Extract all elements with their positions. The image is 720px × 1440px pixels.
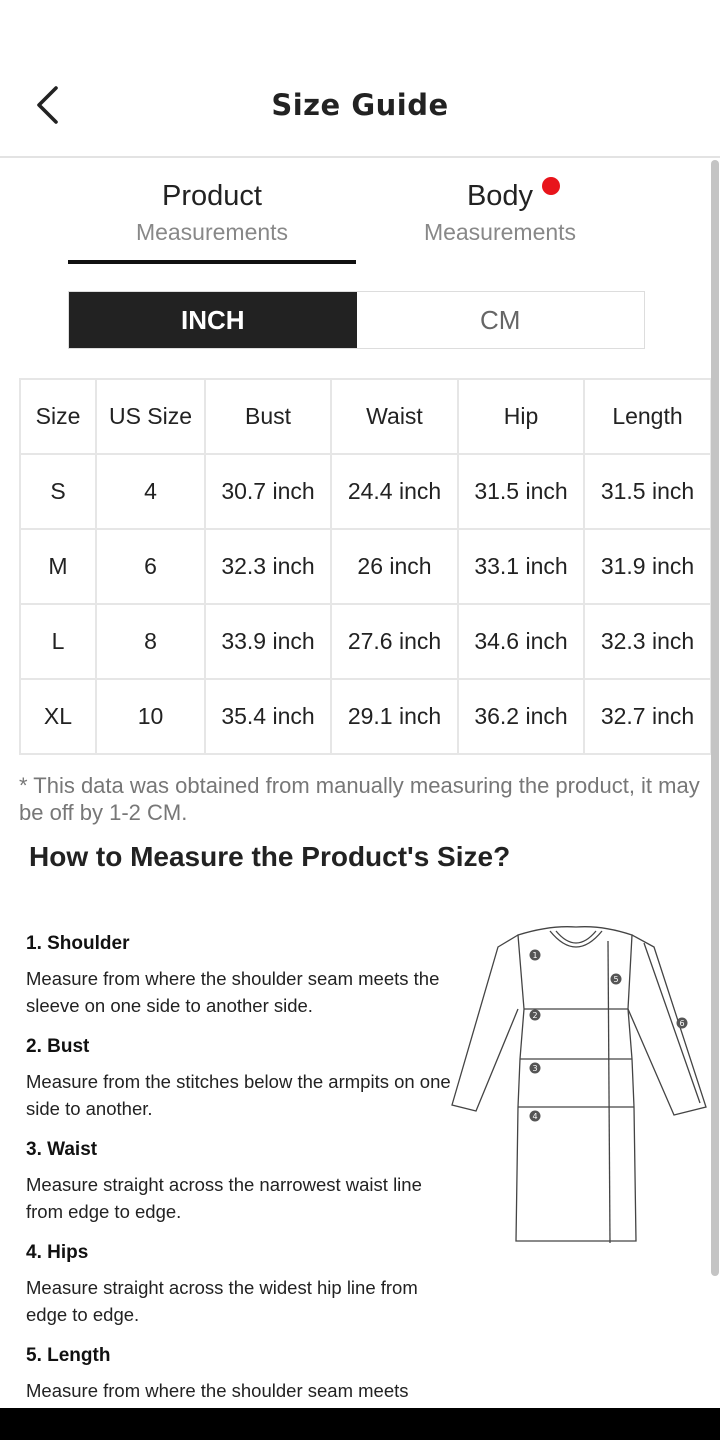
step-heading: 4. Hips xyxy=(26,1242,89,1263)
table-cell: 32.3 inch xyxy=(205,529,331,604)
column-header-waist: Waist xyxy=(331,379,458,454)
measurement-tabs xyxy=(68,176,645,264)
table-cell: M xyxy=(20,529,96,604)
column-header-bust: Bust xyxy=(205,379,331,454)
table-cell: 33.9 inch xyxy=(205,604,331,679)
tab-sublabel: Measurements xyxy=(135,219,289,245)
step-description: Measure from the stitches below the armpits on one side to another. xyxy=(26,1071,451,1119)
table-cell: 31.5 inch xyxy=(584,454,711,529)
diagram-marker-label: 5 xyxy=(613,975,619,984)
diagram-marker-label: 4 xyxy=(532,1112,538,1121)
step-description: Measure from where the shoulder seam meets xyxy=(26,1380,409,1401)
step-heading: 2. Bust xyxy=(26,1036,90,1057)
dress-measurement-diagram xyxy=(446,923,710,1259)
diagram-marker-label: 2 xyxy=(532,1011,538,1020)
table-cell: 26 inch xyxy=(331,529,458,604)
diagram-marker-label: 1 xyxy=(532,951,538,960)
table-row xyxy=(20,604,711,679)
app-header xyxy=(0,0,720,158)
tab-label: Body xyxy=(466,180,534,212)
table-cell: 30.7 inch xyxy=(205,454,331,529)
table-cell: 36.2 inch xyxy=(458,679,584,754)
table-cell: 34.6 inch xyxy=(458,604,584,679)
notification-dot xyxy=(542,177,560,195)
unit-cm-button[interactable]: CM xyxy=(357,292,645,348)
column-header-length: Length xyxy=(584,379,711,454)
page-title: Size Guide xyxy=(271,88,449,122)
table-cell: 29.1 inch xyxy=(331,679,458,754)
measurement-note: * This data was obtained from manually measuring the product, it may be off by 1-2 CM. xyxy=(19,773,700,825)
column-header-size: Size xyxy=(20,379,96,454)
table-row xyxy=(20,679,711,754)
table-cell: 32.7 inch xyxy=(584,679,711,754)
size-guide-content[interactable] xyxy=(0,160,720,1408)
column-header-hip: Hip xyxy=(458,379,584,454)
table-cell: 6 xyxy=(96,529,205,604)
measure-steps xyxy=(26,931,456,1408)
step-heading: 1. Shoulder xyxy=(26,933,130,954)
table-cell: 31.5 inch xyxy=(458,454,584,529)
table-cell: 33.1 inch xyxy=(458,529,584,604)
table-cell: 24.4 inch xyxy=(331,454,458,529)
step-description: Measure straight across the widest hip line from edge to edge. xyxy=(26,1277,418,1325)
table-cell: 4 xyxy=(96,454,205,529)
table-row xyxy=(20,529,711,604)
tab-body-measurements[interactable] xyxy=(356,176,644,264)
step-heading: 3. Waist xyxy=(26,1139,98,1160)
step-description: Measure from where the shoulder seam meets the sleeve on one side to another side. xyxy=(26,968,440,1016)
table-cell: 27.6 inch xyxy=(331,604,458,679)
table-cell: 8 xyxy=(96,604,205,679)
table-cell: 35.4 inch xyxy=(205,679,331,754)
step-description: Measure straight across the narrowest waist line from edge to edge. xyxy=(26,1174,422,1222)
size-table xyxy=(19,378,712,755)
tab-label: Product xyxy=(162,180,262,212)
guide-title: How to Measure the Product's Size? xyxy=(29,841,511,872)
table-header-row xyxy=(20,379,711,454)
table-row xyxy=(20,454,711,529)
diagram-marker-label: 6 xyxy=(679,1019,685,1028)
table-cell: XL xyxy=(20,679,96,754)
unit-inch-button[interactable]: INCH xyxy=(69,292,357,348)
unit-toggle xyxy=(68,291,645,349)
step-heading: 5. Length xyxy=(26,1345,111,1366)
system-nav-bar xyxy=(0,1408,720,1440)
diagram-marker-label: 3 xyxy=(532,1064,538,1073)
table-cell: 31.9 inch xyxy=(584,529,711,604)
tab-sublabel: Measurements xyxy=(423,219,577,245)
table-cell: S xyxy=(20,454,96,529)
how-to-measure-guide xyxy=(0,835,720,1408)
table-cell: L xyxy=(20,604,96,679)
tab-product-measurements[interactable] xyxy=(68,176,356,264)
scrollbar[interactable] xyxy=(711,160,719,1276)
table-cell: 32.3 inch xyxy=(584,604,711,679)
table-cell: 10 xyxy=(96,679,205,754)
column-header-us-size: US Size xyxy=(96,379,205,454)
